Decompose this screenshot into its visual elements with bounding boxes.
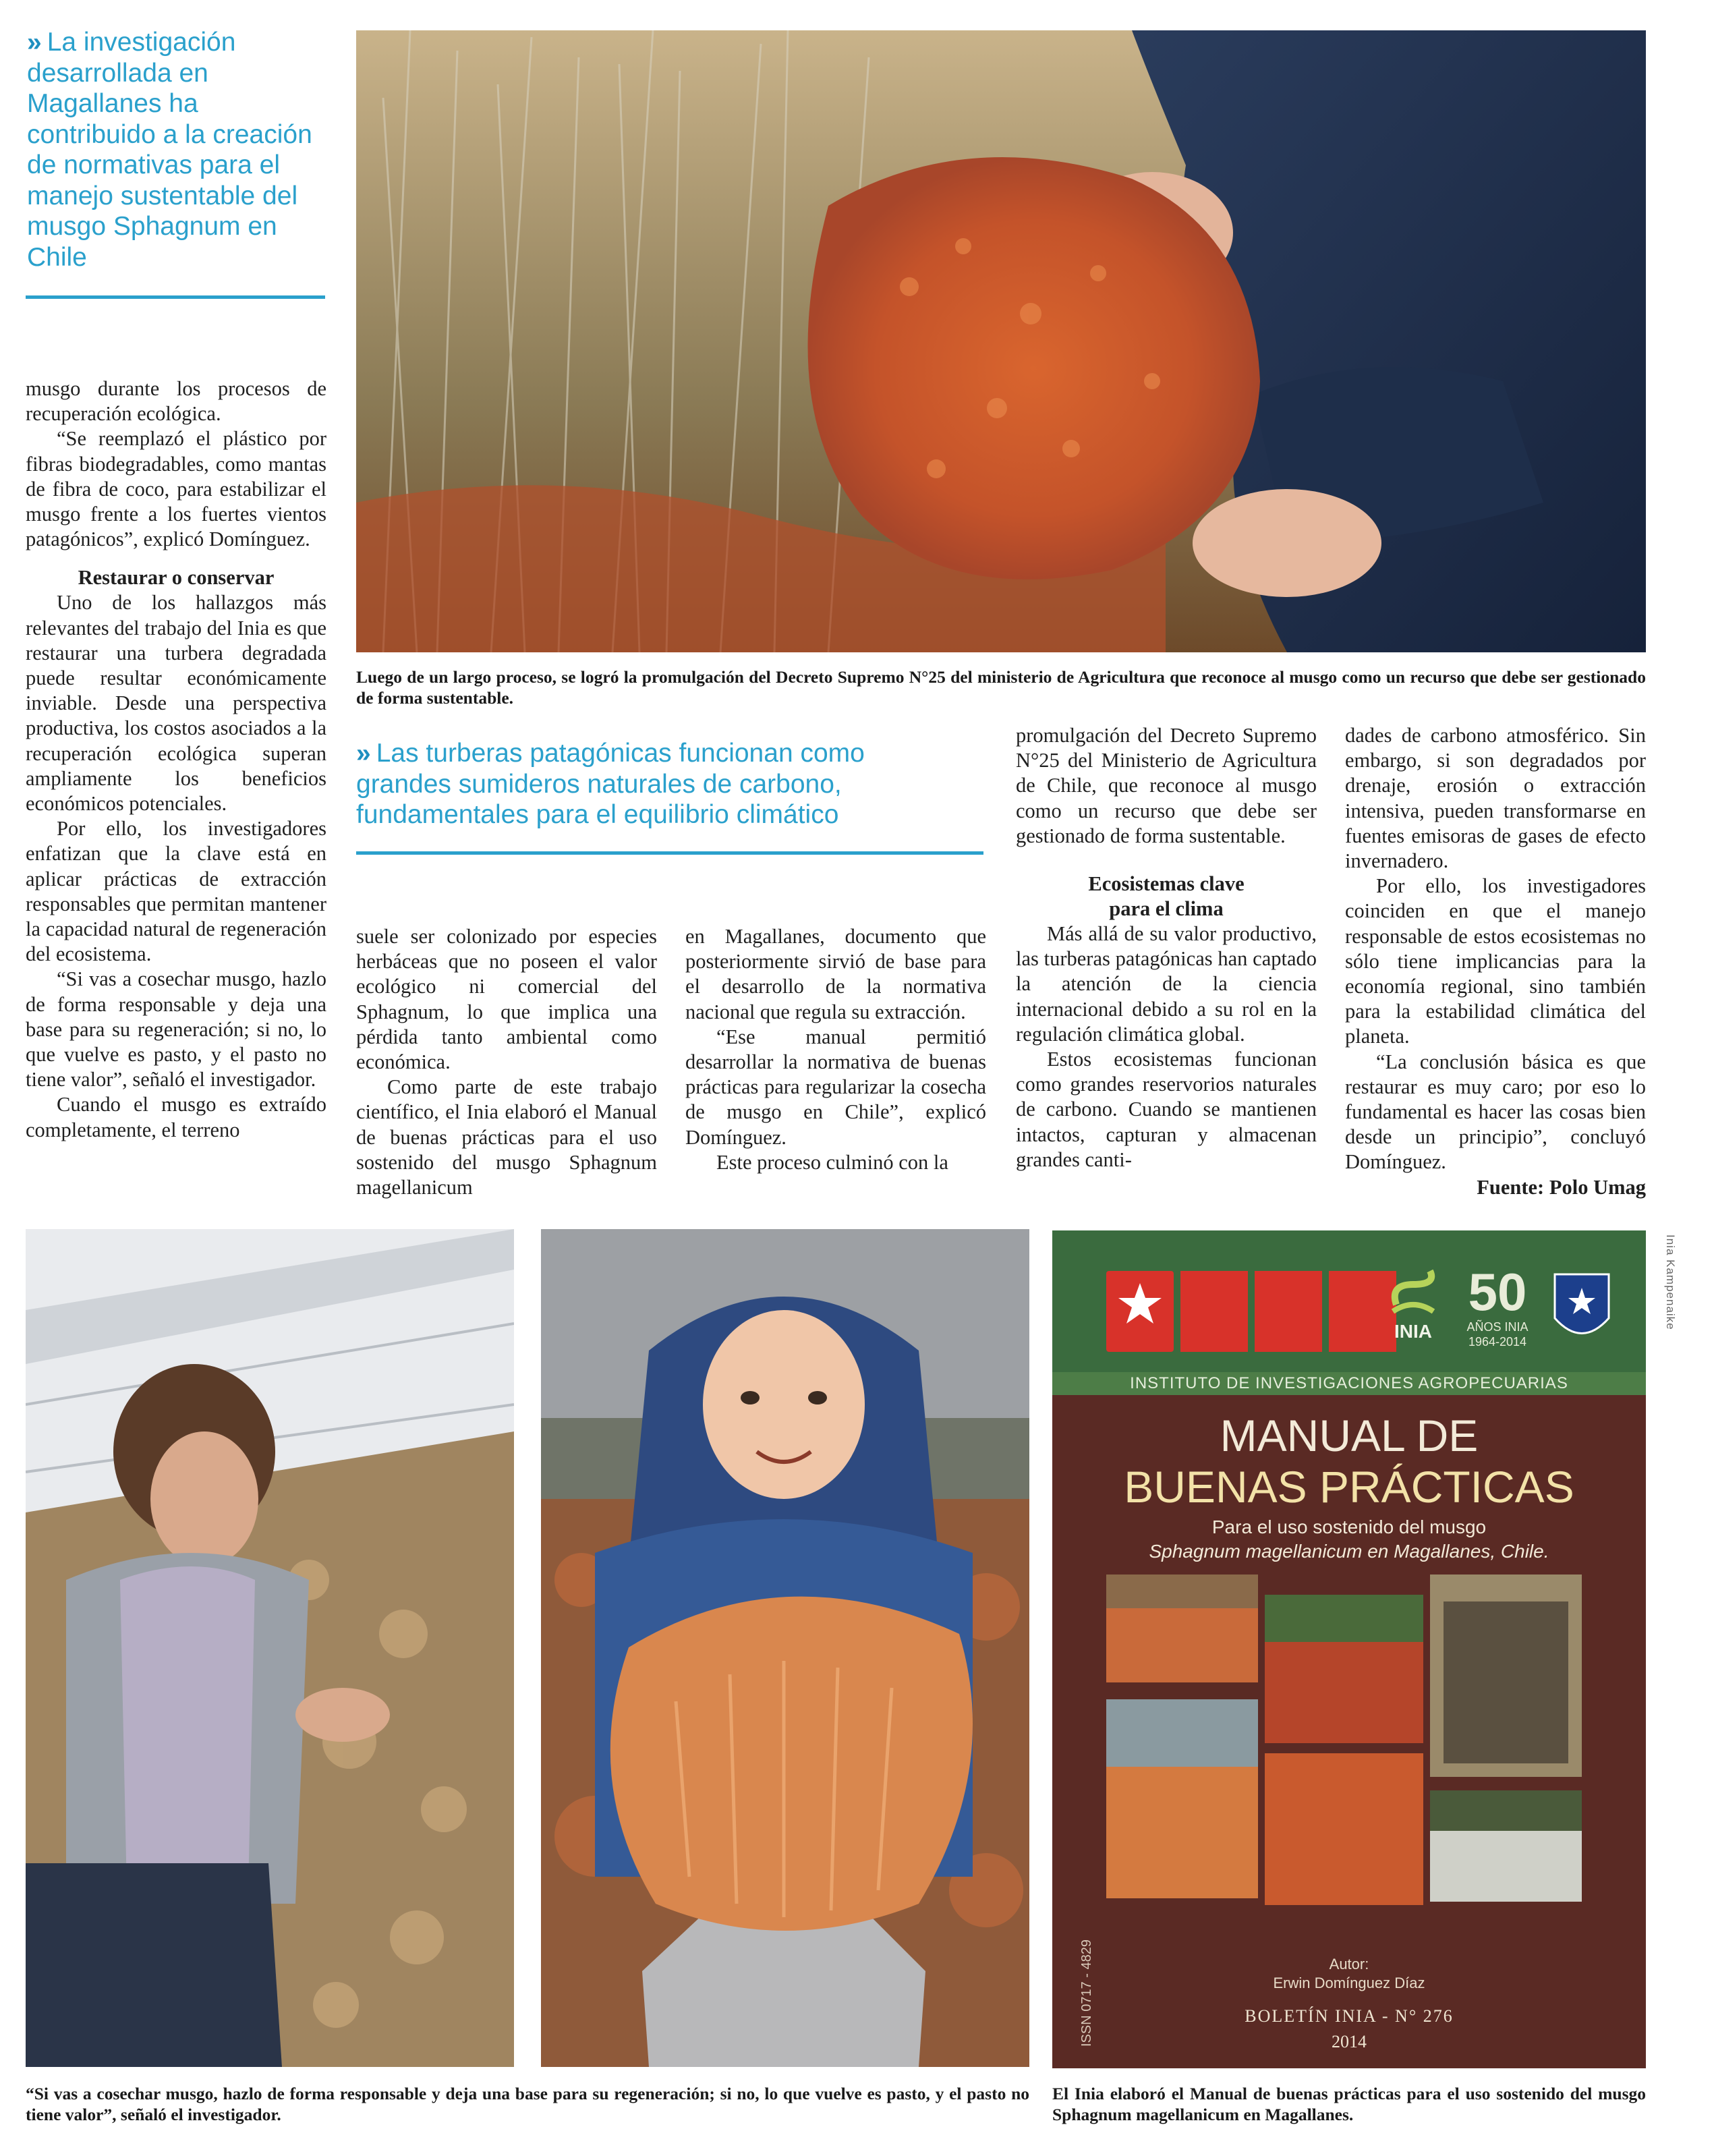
cover-bulletin: BOLETÍN INIA - N° 276 — [1245, 2006, 1454, 2026]
main-photo-moss-hands — [356, 30, 1646, 652]
photo-child-holding-moss — [541, 1229, 1029, 2067]
subheading-restaurar: Restaurar o conservar — [78, 566, 275, 590]
cover-subtitle — [1052, 1515, 1646, 1564]
manual-cover — [1052, 1230, 1646, 2068]
column4-paragraph: Más allá de su valor productivo, las turberas patagónicas han captado la atención de la ciencia internacional debido a su rol en la regulación climática global. — [1016, 922, 1317, 1046]
pull-quote-top-text: La investigación desarrollada en Magallanes ha contribuido a la creación de normativas para el manejo sustentable del musgo Sphagnum en Chile — [27, 28, 312, 272]
magallanes-shield-logo — [1551, 1271, 1612, 1352]
photo-woman-drying-moss — [26, 1229, 514, 2067]
column1-paragraph: “Se reemplazó el plástico por fibras biodegradables, como mantas de fibra de coco, para estabilizar el musgo frente a los fuertes vientos patagónicos”, explicó Domínguez. — [26, 427, 326, 551]
bottom-caption-left: “Si vas a cosechar musgo, hazlo de forma responsable y deja una base para su regeneración; si no, lo que vuelve es pasto, y el pasto no tiene valor”, señaló el investigador. — [26, 2084, 1029, 2124]
subheading-ecosistemas-line2: para el clima — [1109, 897, 1224, 921]
column4-paragraph: promulgación del Decreto Supremo N°25 del Ministerio de Agricultura de Chile, que reconoce al musgo como un recurso que debe ser gestionado de forma sustentable. — [1016, 724, 1317, 847]
column3-paragraph: en Magallanes, documento que posteriormente sirvió de base para el desarrollo de la normativa nacional que regula su extracción. — [685, 925, 986, 1023]
ministry-logo — [1255, 1271, 1322, 1352]
column3-paragraph: “Ese manual permitió desarrollar la normativa de buenas prácticas para regularizar la cosecha de musgo en Chile”, explicó Domínguez. — [685, 1025, 986, 1149]
cover-author-label: Autor: — [1329, 1956, 1369, 1973]
institute-band: INSTITUTO DE INVESTIGACIONES AGROPECUARIAS — [1052, 1372, 1646, 1395]
pull-quote-middle — [356, 738, 869, 830]
photo-credit: Inia Kampenaike — [1664, 1235, 1677, 1330]
cover-subtitle-line1: Para el uso sostenido del musgo — [1211, 1516, 1487, 1537]
cover-photo-collage — [1106, 1575, 1592, 1912]
anniversary-label: AÑOS INIA — [1466, 1320, 1529, 1334]
article-column-2 — [356, 924, 657, 1200]
column2-paragraph: Como parte de este trabajo científico, el Inia elaboró el Manual de buenas prácticas para el uso sostenido del musgo Sphagnum magellanicum — [356, 1075, 657, 1199]
column5-paragraph: “La conclusión básica es que restaurar es muy caro; por eso lo fundamental es hacer las cosas bien desde un principio”, concluyó Domínguez. — [1345, 1050, 1646, 1174]
article-column-5 — [1345, 723, 1646, 1200]
anniversary-years: 1964-2014 — [1468, 1335, 1527, 1349]
main-photo-caption: Luego de un largo proceso, se logró la promulgación del Decreto Supremo N°25 del ministerio de Agricultura que reconoce al musgo como un recurso que debe ser gestionado de forma sustentable. — [356, 667, 1646, 708]
column1-paragraph: Cuando el musgo es extraído completamente, el terreno — [26, 1093, 326, 1141]
column1-paragraph: musgo durante los procesos de recuperación ecológica. — [26, 377, 326, 426]
column5-paragraph: dades de carbono atmosférico. Sin embargo, si son degradados por drenaje, erosión o extracción intensiva, pueden transformarse en fuentes emisoras de gases de efecto invernadero. — [1345, 724, 1646, 873]
pull-quote-middle-text: Las turberas patagónicas funcionan como grandes sumideros naturales de carbono, fundamentales para el equilibrio climático — [356, 739, 865, 829]
anniversary-number: 50 — [1468, 1262, 1527, 1322]
cover-year: 2014 — [1332, 2032, 1367, 2051]
cover-title-line1: MANUAL DE — [1220, 1411, 1479, 1460]
inia-logo-text: INIA — [1394, 1321, 1432, 1342]
article-column-4 — [1016, 723, 1317, 1172]
article-column-3 — [685, 924, 986, 1175]
column3-paragraph: Este proceso culminó con la — [716, 1150, 948, 1174]
column4-paragraph: Estos ecosistemas funcionan como grandes reservorios naturales de carbono. Cuando se mantienen intactos, capturan y almacenan grandes canti- — [1016, 1048, 1317, 1171]
pull-quote-middle-rule — [356, 851, 983, 855]
bottom-caption-right: El Inia elaboró el Manual de buenas prácticas para el uso sostenido del musgo Sphagnum magellanicum en Magallanes. — [1052, 2084, 1646, 2124]
column2-paragraph: suele ser colonizado por especies herbáceas que no poseen el valor ecológico ni comercial del Sphagnum, lo que implica una pérdida tanto ambiental como económica. — [356, 925, 657, 1074]
pull-quote-top-rule — [26, 295, 325, 299]
cover-title-line2: BUENAS PRÁCTICAS — [1124, 1462, 1574, 1512]
inia-logo — [1363, 1264, 1464, 1365]
subheading-ecosistemas-line1: Ecosistemas clave — [1088, 872, 1245, 896]
cover-subtitle-line2: Sphagnum magellanicum en Magallanes, Chile. — [1149, 1541, 1549, 1562]
subheading-ecosistemas — [1016, 872, 1317, 921]
cover-author: Erwin Domínguez Díaz — [1273, 1975, 1425, 1991]
cover-issn: ISSN 0717 - 4829 — [1079, 1939, 1094, 2047]
column1-paragraph: “Si vas a cosechar musgo, hazlo de forma responsable y deja una base para su regeneración; si no, lo que vuelve es pasto, y el pasto no tiene valor”, señaló el investigador. — [26, 967, 326, 1091]
article-column-1 — [26, 376, 326, 1143]
gobierno-logo — [1106, 1271, 1174, 1352]
column1-paragraph: Por ello, los investigadores enfatizan que la clave está en aplicar prácticas de extracción responsables que permitan mantener la capacidad natural de regeneración del ecosistema. — [26, 817, 326, 966]
column5-paragraph: Por ello, los investigadores coinciden en que el manejo responsable de estos ecosistemas no sólo tiene implicancias para la economía regional, sino también para la estabilidad climática del planeta. — [1345, 874, 1646, 1048]
anniversary-badge — [1457, 1264, 1538, 1365]
cover-title — [1052, 1410, 1646, 1512]
ministry-logo — [1180, 1271, 1248, 1352]
pull-quote-top — [27, 27, 324, 273]
chevron-right-icon: » — [356, 739, 367, 768]
article-source: Fuente: Polo Umag — [1477, 1175, 1646, 1199]
chevron-right-icon: » — [27, 28, 38, 57]
column1-paragraph: Uno de los hallazgos más relevantes del trabajo del Inia es que restaurar una turbera degradada puede resultar económicamente inviable. Desde una perspectiva productiva, los costos asociados a la recuperación ecológica superan ampliamente los beneficios económicos potenciales. — [26, 591, 326, 816]
